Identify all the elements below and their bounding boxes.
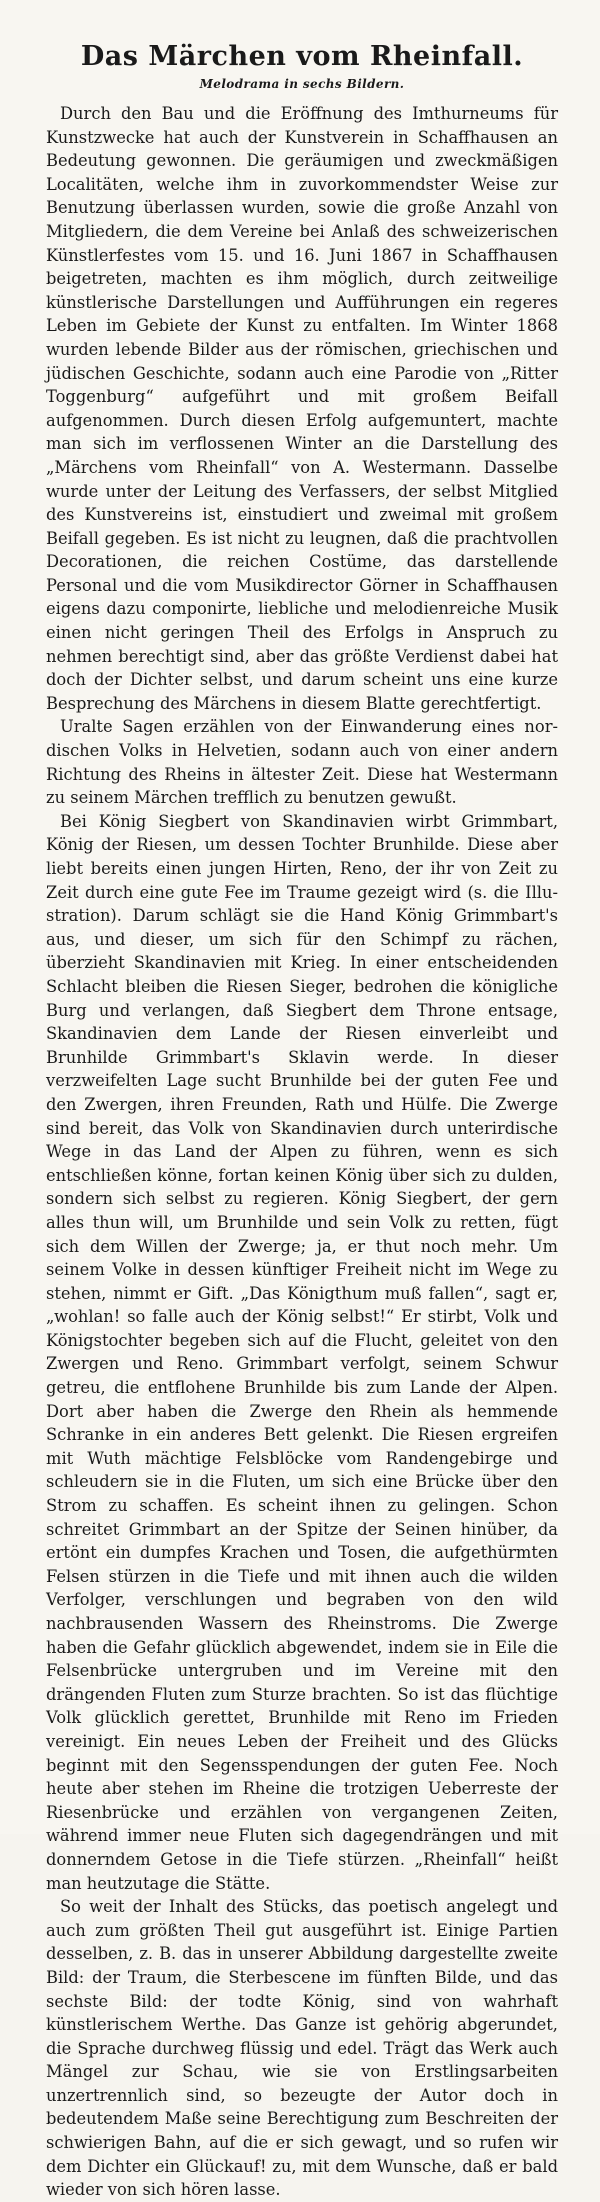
- article-body: [46, 102, 558, 2202]
- paragraph-plot: Bei König Siegbert von Skandinavien wirbt Grimmbart, König der Riesen, um dessen Tochter Brunhilde. Diese aber liebt bereits einen jungen Hirten, Reno, der ihr von Zeit zu Zeit durch eine gute Fee im Traume gezeigt wird (s. die Illustration). Darum schlägt sie die Hand König Grimmbart's aus, und dieser, um sich für den Schimpf zu rächen, überzieht Skandinavien mit Krieg. In einer entscheidenden Schlacht bleiben die Riesen Sieger, bedrohen die königliche Burg und verlangen, daß Siegbert dem Throne entsage, Skandinavien dem Lande der Riesen einverleibt und Brunhilde Grimmbart's Sklavin werde. In dieser verzweifelten Lage sucht Brunhilde bei der guten Fee und den Zwergen, ihren Freunden, Rath und Hülfe. Die Zwerge sind bereit, das Volk von Skandinavien durch unterirdische Wege in das Land der Alpen zu führen, wenn es sich entschließen könne, fortan keinen König über sich zu dulden, sondern sich selbst zu regieren. König Siegbert, der gern alles thun will, um Brunhilde und sein Volk zu retten, fügt sich dem Willen der Zwerge; ja, er thut noch mehr. Um seinem Volke in dessen künftiger Freiheit nicht im Wege zu stehen, nimmt er Gift. „Das Königthum muß fallen“, sagt er, „wohlan! so falle auch der König selbst!“ Er stirbt, Volk und Königstochter begeben sich auf die Flucht, geleitet von den Zwergen und Reno. Grimmbart verfolgt, seinem Schwur getreu, die entflohene Brunhilde bis zum Lande der Alpen. Dort aber haben die Zwerge den Rhein als hemmende Schranke in ein anderes Bett gelenkt. Die Riesen ergreifen mit Wuth mächtige Felsblöcke vom Randengebirge und schleudern sie in die Fluten, um sich eine Brücke über den Strom zu schaffen. Es scheint ihnen zu gelingen. Schon schreitet Grimmbart an der Spitze der Seinen hinüber, da ertönt ein dumpfes Krachen und Tosen, die aufgethürmten Felsen stürzen in die Tiefe und mit ihnen auch die wilden Verfolger, verschlungen und begraben von den wild nachbrausenden Wassern des Rheinstroms. Die Zwerge haben die Gefahr glücklich abgewendet, indem sie in Eile die Felsenbrücke untergruben und im Vereine mit den drängenden Fluten zum Sturze brachten. So ist das flüchtige Volk glücklich gerettet, Brunhilde mit Reno im Frieden vereinigt. Ein neues Leben der Freiheit und des Glücks beginnt mit den Segensspendungen der guten Fee. Noch heute aber stehen im Rheine die trotzigen Ueberreste der Riesenbrücke und erzählen von vergangenen Zeiten, während immer neue Fluten sich dagegendrängen und mit donnerndem Getose in die Tiefe stürzen. „Rheinfall“ heißt man heutzutage die Stätte.: [46, 811, 558, 1893]
- paragraph-intro: Durch den Bau und die Eröffnung des Imthurneums für Kunstzwecke hat auch der Kunstverein in Schaffhausen an Bedeutung gewonnen. Die geräumigen und zweckmäßigen Localitäten, welche ihm in zuvorkommendster Weise zur Benutzung überlassen wurden, sowie die große Anzahl von Mitgliedern, die dem Vereine bei Anlaß des schweizerischen Künstlerfestes vom 15. und 16. Juni 1867 in Schaffhausen beigetreten, machten es ihm möglich, durch zeitweilige künstlerische Darstellungen und Aufführungen ein regeres Leben im Gebiete der Kunst zu entfalten. Im Winter 1868 wurden lebende Bilder aus der römischen, griechischen und jüdischen Geschichte, sodann auch eine Parodie von „Ritter Toggenburg“ aufgeführt und mit großem Beifall aufgenommen. Durch diesen Erfolg aufgemuntert, machte man sich im verflossenen Winter an die Darstellung des „Märchens vom Rheinfall“ von A. Westermann. Dasselbe wurde unter der Leitung des Verfassers, der selbst Mitglied des Kunstvereins ist, einstudiert und zweimal mit großem Beifall gegeben. Es ist nicht zu leugnen, daß die prachtvollen Decorationen, die reichen Costüme, das darstellende Personal und die vom Musikdirector Görner in Schaffhausen eigens dazu componirte, liebliche und melodienreiche Musik einen nicht geringen Theil des Erfolgs in Anspruch zu nehmen berechtigt sind, aber das größte Verdienst dabei hat doch der Dichter selbst, und darum scheint uns eine kurze Besprechung des Märchens in diesem Blatte gerechtfertigt.: [46, 104, 558, 713]
- article-title: Das Märchen vom Rheinfall.: [80, 41, 524, 72]
- paragraph-legends: Uralte Sagen erzählen von der Einwanderung eines nordischen Volks in Helvetien, sodann auch von einer andern Richtung des Rheins in ältester Zeit. Diese hat Westermann zu seinem Märchen trefflich zu benutzen gewußt.: [46, 717, 558, 808]
- article-subtitle: Melodrama in sechs Bildern.: [199, 77, 405, 91]
- paragraph-assessment: So weit der Inhalt des Stücks, das poetisch angelegt und auch zum größten Theil gut ausgeführt ist. Einige Partien desselben, z. B. das in unserer Abbildung dargestellte zweite Bild: der Traum, die Sterbescene im fünften Bilde, und das sechste Bild: der todte König, sind von wahrhaft künstlerischem Werthe. Das Ganze ist gehörig abgerundet, die Sprache durchweg flüssig und edel. Trägt das Werk auch Mängel zur Schau, wie sie von Erstlingsarbeiten unzertrennlich sind, so bezeugte der Autor doch in bedeutendem Maße seine Berechtigung zum Beschreiten der schwierigen Bahn, auf die er sich gewagt, und so rufen wir dem Dichter ein Glückauf! zu, mit dem Wunsche, daß er bald wieder von sich hören lasse.: [46, 1897, 558, 2200]
